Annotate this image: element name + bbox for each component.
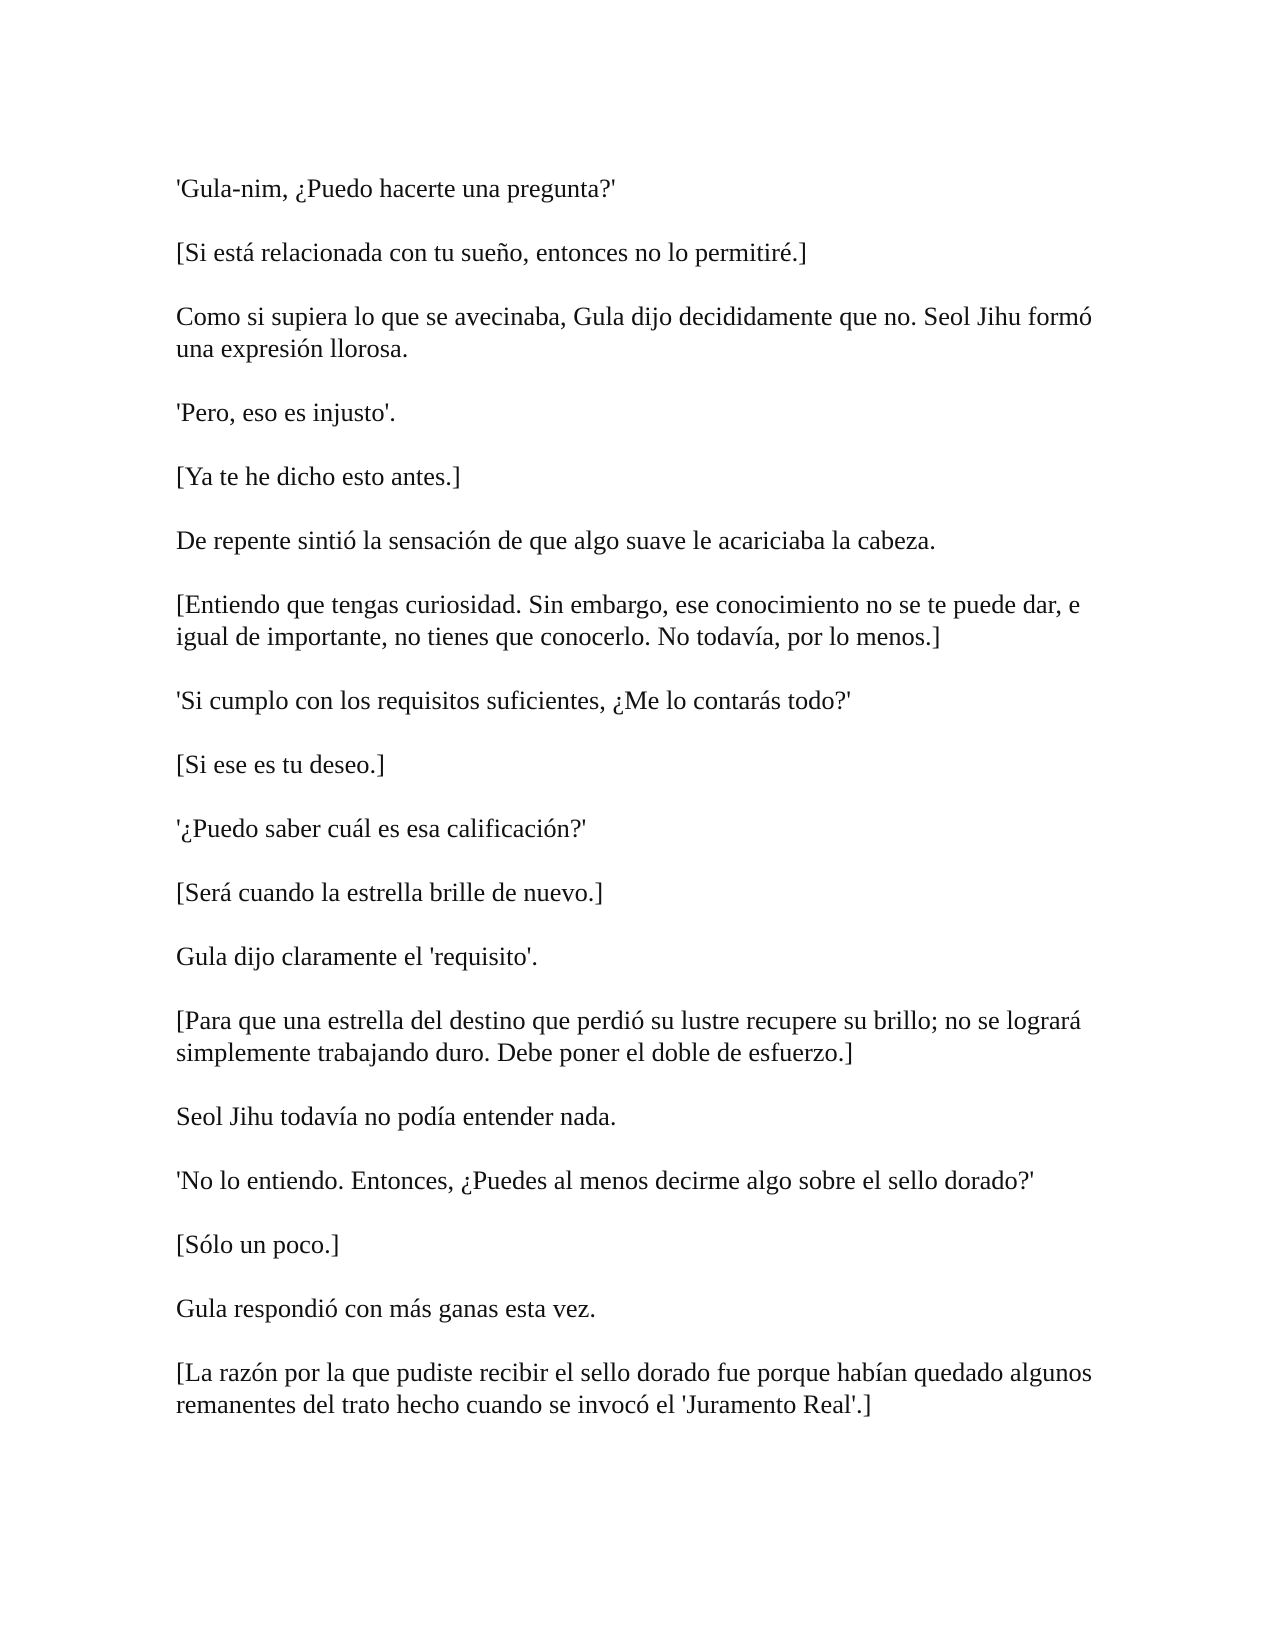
paragraph-18: [La razón por la que pudiste recibir el sello dorado fue porque habían quedado algunos remanentes del trato hecho cuando se invocó el 'Juramento Real'.] <box>176 1357 1093 1419</box>
paragraph-15: 'No lo entiendo. Entonces, ¿Puedes al menos decirme algo sobre el sello dorado?' <box>176 1165 1035 1195</box>
paragraph-2: [Si está relacionada con tu sueño, entonces no lo permitiré.] <box>176 237 807 267</box>
paragraph-4: 'Pero, eso es injusto'. <box>176 397 396 427</box>
paragraph-17: Gula respondió con más ganas esta vez. <box>176 1293 596 1323</box>
paragraph-7: [Entiendo que tengas curiosidad. Sin embargo, ese conocimiento no se te puede dar, e igual de importante, no tienes que conocerlo. No todavía, por lo menos.] <box>176 589 1081 651</box>
paragraph-13: [Para que una estrella del destino que perdió su lustre recupere su brillo; no se logrará simplemente trabajando duro. Debe poner el doble de esfuerzo.] <box>176 1005 1082 1067</box>
paragraph-1: 'Gula-nim, ¿Puedo hacerte una pregunta?' <box>176 173 616 203</box>
paragraph-6: De repente sintió la sensación de que algo suave le acariciaba la cabeza. <box>176 525 936 555</box>
paragraph-12: Gula dijo claramente el 'requisito'. <box>176 941 538 971</box>
paragraph-14: Seol Jihu todavía no podía entender nada. <box>176 1101 617 1131</box>
paragraph-10: '¿Puedo saber cuál es esa calificación?' <box>176 813 587 843</box>
paragraph-11: [Será cuando la estrella brille de nuevo.] <box>176 877 604 907</box>
document-body <box>176 172 1106 1452</box>
paragraph-5: [Ya te he dicho esto antes.] <box>176 461 461 491</box>
paragraph-3: Como si supiera lo que se avecinaba, Gula dijo decididamente que no. Seol Jihu formó una expresión llorosa. <box>176 301 1093 363</box>
paragraph-8: 'Si cumplo con los requisitos suficientes, ¿Me lo contarás todo?' <box>176 685 852 715</box>
paragraph-9: [Si ese es tu deseo.] <box>176 749 385 779</box>
paragraph-16: [Sólo un poco.] <box>176 1229 340 1259</box>
